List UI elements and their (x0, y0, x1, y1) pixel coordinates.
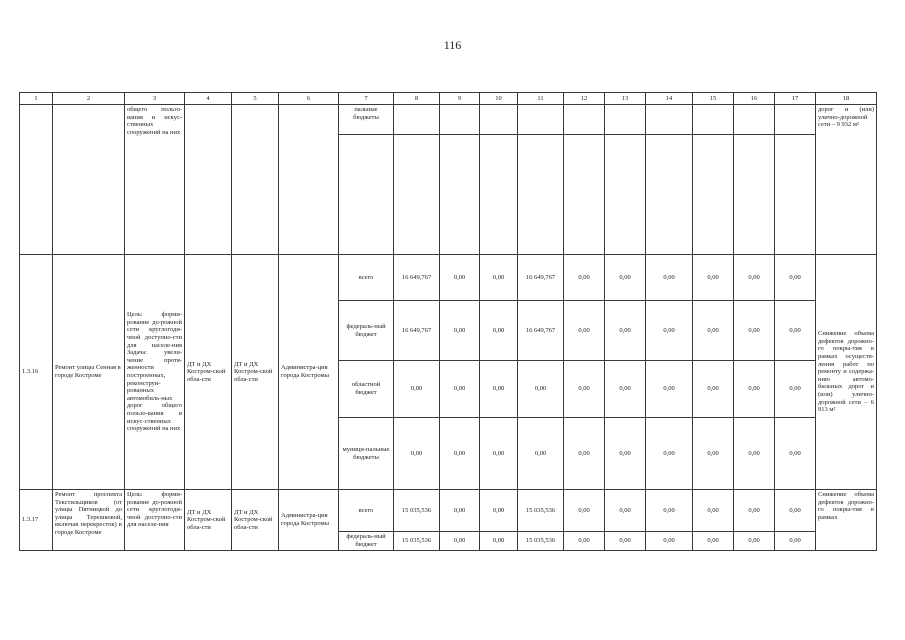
cell-value: 0,00 (605, 301, 646, 361)
cell-value: 0,00 (693, 532, 734, 551)
cell-exec: ДТ и ДХ Костром-ской обла-сти (185, 490, 232, 551)
cell-value: 16 649,767 (394, 255, 440, 301)
cell-value: 0,00 (734, 361, 775, 418)
cell-recipient: Администра-ция города Костромы (279, 490, 339, 551)
cell-value: 0,00 (564, 418, 605, 490)
header-cell: 6 (279, 93, 339, 105)
header-cell: 4 (185, 93, 232, 105)
header-cell: 11 (518, 93, 564, 105)
table-row (20, 255, 877, 301)
cell-value: 0,00 (480, 532, 518, 551)
cell-value: 0,00 (564, 361, 605, 418)
cell-value: 0,00 (480, 255, 518, 301)
cell-value: 0,00 (440, 490, 480, 532)
cell-value: 0,00 (480, 301, 518, 361)
cell-value: 0,00 (564, 490, 605, 532)
cell-value: 15 035,536 (394, 490, 440, 532)
cell-value (564, 135, 605, 255)
table-row (20, 490, 877, 532)
cell-source: областной бюджет (339, 361, 394, 418)
cell-value: 0,00 (564, 255, 605, 301)
cell-value: 0,00 (440, 255, 480, 301)
cell-value: 0,00 (518, 418, 564, 490)
cell-num (20, 105, 53, 255)
header-cell: 13 (605, 93, 646, 105)
program-table (19, 92, 877, 551)
cell-value: 0,00 (440, 532, 480, 551)
cell-value: 0,00 (734, 255, 775, 301)
cell-value: 0,00 (440, 418, 480, 490)
cell-num: 1.3.16 (20, 255, 53, 490)
cell-value (693, 105, 734, 135)
cell-value (480, 105, 518, 135)
cell-source: пальные бюджеты (339, 105, 394, 135)
cell-value: 0,00 (734, 301, 775, 361)
cell-coexec: ДТ и ДХ Костром-ской обла-сти (232, 255, 279, 490)
page-number: 116 (443, 38, 462, 52)
cell-value: 15 035,536 (518, 490, 564, 532)
cell-value: 0,00 (646, 532, 693, 551)
cell-value: 0,00 (480, 490, 518, 532)
cell-value: 0,00 (646, 255, 693, 301)
cell-name (53, 105, 125, 255)
cell-value: 0,00 (646, 301, 693, 361)
column-number-row (20, 93, 877, 105)
cell-source: муници-пальные бюджеты (339, 418, 394, 490)
cell-value: 0,00 (564, 532, 605, 551)
cell-source: всего (339, 490, 394, 532)
cell-value: 0,00 (646, 361, 693, 418)
cell-name: Ремонт улицы Сенная в городе Костроме (53, 255, 125, 490)
cell-value (440, 105, 480, 135)
header-cell: 14 (646, 93, 693, 105)
cell-value: 0,00 (775, 532, 816, 551)
cell-goal: Цель: форми-рование до-рожной сети круглогоди-чной доступно-сти для населе-ния Задача: увели-чение протя-женности построенных, реконструи-рованных автомобиль-ных дорог общего пользо-вания и искус-ственных сооружений на них (125, 255, 185, 490)
cell-value: 0,00 (480, 418, 518, 490)
header-cell: 5 (232, 93, 279, 105)
cell-value: 0,00 (693, 301, 734, 361)
cell-value: 0,00 (605, 418, 646, 490)
cell-value: 0,00 (734, 418, 775, 490)
header-cell: 15 (693, 93, 734, 105)
cell-value (646, 105, 693, 135)
header-cell: 1 (20, 93, 53, 105)
header-cell: 3 (125, 93, 185, 105)
header-cell: 18 (816, 93, 877, 105)
header-cell: 2 (53, 93, 125, 105)
cell-value (734, 135, 775, 255)
cell-value: 0,00 (605, 361, 646, 418)
cell-source: федераль-ный бюджет (339, 532, 394, 551)
cell-value: 0,00 (734, 490, 775, 532)
cell-goal: общего пользо-вания и искус-ственных сооружений на них (125, 105, 185, 255)
cell-result: Снижение объема дефектов дорожно-го покры-тия в рамках осуществ-ления работ по ремонту и содержа-нию автомо-бильных дорог и (или) улично-дорожной сети – 6 913 м² (816, 255, 877, 490)
cell-value: 16 649,767 (394, 301, 440, 361)
cell-value (605, 135, 646, 255)
cell-value: 0,00 (605, 490, 646, 532)
cell-value (394, 135, 440, 255)
cell-value: 0,00 (775, 361, 816, 418)
cell-value: 0,00 (646, 418, 693, 490)
cell-value: 0,00 (693, 490, 734, 532)
header-cell: 9 (440, 93, 480, 105)
cell-value (518, 105, 564, 135)
cell-value (646, 135, 693, 255)
cell-value: 0,00 (440, 301, 480, 361)
cell-value (518, 135, 564, 255)
cell-source (339, 135, 394, 255)
cell-value (480, 135, 518, 255)
cell-coexec: ДТ и ДХ Костром-ской обла-сти (232, 490, 279, 551)
header-cell: 12 (564, 93, 605, 105)
cell-value: 0,00 (734, 532, 775, 551)
cell-value: 0,00 (775, 418, 816, 490)
cell-value (734, 105, 775, 135)
cell-exec (185, 105, 232, 255)
cell-result: Снижение объема дефектов дорожно-го покры-тия в рамках (816, 490, 877, 551)
cell-value: 0,00 (775, 301, 816, 361)
cell-value: 16 649,767 (518, 255, 564, 301)
cell-coexec (232, 105, 279, 255)
cell-value (605, 105, 646, 135)
cell-recipient: Администра-ция города Костромы (279, 255, 339, 490)
cell-value: 0,00 (394, 361, 440, 418)
cell-value: 0,00 (518, 361, 564, 418)
cell-value (775, 135, 816, 255)
cell-value: 0,00 (693, 255, 734, 301)
cell-value: 0,00 (394, 418, 440, 490)
cell-value: 0,00 (775, 255, 816, 301)
header-cell: 17 (775, 93, 816, 105)
cell-value: 0,00 (693, 361, 734, 418)
cell-value: 15 035,536 (394, 532, 440, 551)
cell-source: всего (339, 255, 394, 301)
cell-value (693, 135, 734, 255)
header-cell: 7 (339, 93, 394, 105)
header-cell: 8 (394, 93, 440, 105)
cell-value: 0,00 (693, 418, 734, 490)
cell-value (564, 105, 605, 135)
table-row (20, 105, 877, 135)
cell-name: Ремонт проспекта Текстильщиков (от улицы Пятницкой до улицы Терешковой, включая перекресток) в городе Костроме (53, 490, 125, 551)
cell-value: 16 649,767 (518, 301, 564, 361)
cell-value: 15 035,536 (518, 532, 564, 551)
header-cell: 10 (480, 93, 518, 105)
header-cell: 16 (734, 93, 775, 105)
cell-value: 0,00 (564, 301, 605, 361)
cell-num: 1.3.17 (20, 490, 53, 551)
cell-value: 0,00 (605, 532, 646, 551)
cell-value (394, 105, 440, 135)
cell-recipient (279, 105, 339, 255)
cell-value: 0,00 (605, 255, 646, 301)
cell-value (775, 105, 816, 135)
cell-value: 0,00 (775, 490, 816, 532)
cell-value: 0,00 (646, 490, 693, 532)
cell-value (440, 135, 480, 255)
cell-goal: Цель: форми-рование до-рожной сети круглогоди-чной доступно-сти для населе-ния (125, 490, 185, 551)
cell-exec: ДТ и ДХ Костром-ской обла-сти (185, 255, 232, 490)
cell-value: 0,00 (480, 361, 518, 418)
cell-value: 0,00 (440, 361, 480, 418)
cell-source: федераль-ный бюджет (339, 301, 394, 361)
cell-result: дорог и (или) улично-дорожной сети – 9 932 м² (816, 105, 877, 255)
